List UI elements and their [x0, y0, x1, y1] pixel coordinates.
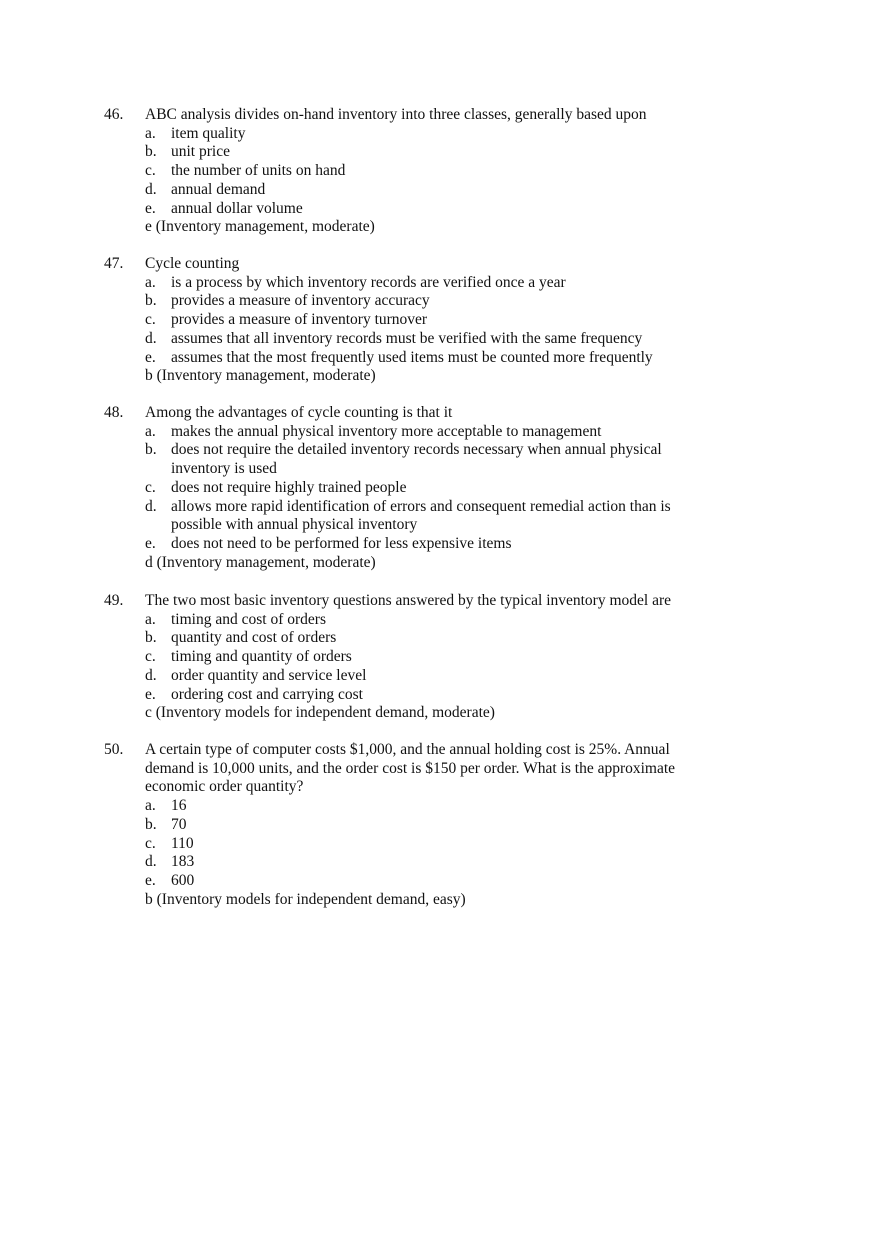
option-letter: e. [145, 871, 156, 889]
question-number: 49. [104, 592, 124, 609]
option-d [104, 330, 704, 349]
option-letter: e. [145, 199, 156, 217]
option-text: 183 [171, 853, 195, 871]
question-stem-row [104, 255, 704, 274]
option-list [104, 274, 704, 368]
option-text: 600 [171, 871, 195, 889]
option-b [104, 441, 704, 478]
option-text: order quantity and service level [171, 666, 367, 684]
option-e [104, 535, 704, 554]
option-letter: a. [145, 797, 156, 815]
option-d [104, 498, 704, 535]
option-b [104, 143, 704, 162]
option-a [104, 797, 704, 816]
option-a [104, 423, 704, 442]
answer-key: e (Inventory management, moderate) [145, 218, 375, 236]
option-c [104, 479, 704, 498]
option-a [104, 125, 704, 144]
option-a [104, 274, 704, 293]
option-text: unit price [171, 143, 230, 161]
option-d [104, 181, 704, 200]
option-letter: e. [145, 348, 156, 366]
option-c [104, 648, 704, 667]
option-letter: a. [145, 124, 156, 142]
option-text: 70 [171, 815, 187, 833]
question-stem-row [104, 106, 704, 125]
option-text: item quality [171, 124, 246, 142]
option-e [104, 200, 704, 219]
option-b [104, 816, 704, 835]
question-stem-row [104, 404, 704, 423]
option-letter: e. [145, 685, 156, 703]
question-number: 47. [104, 255, 124, 272]
option-letter: b. [145, 292, 157, 310]
option-letter: c. [145, 162, 156, 180]
option-letter: a. [145, 610, 156, 628]
option-letter: b. [145, 441, 157, 459]
option-letter: b. [145, 815, 157, 833]
option-text: does not need to be performed for less expensive items [171, 534, 512, 552]
option-letter: a. [145, 422, 156, 440]
question-stem: The two most basic inventory questions answered by the typical inventory model are [145, 592, 672, 609]
option-b [104, 292, 704, 311]
question-stem: Among the advantages of cycle counting is that it [145, 404, 453, 421]
option-list [104, 611, 704, 705]
option-e [104, 686, 704, 705]
question-47 [104, 255, 704, 386]
option-e [104, 349, 704, 368]
question-stem: A certain type of computer costs $1,000, and the annual holding cost is 25%. Annual demand is 10,000 units, and the order cost is $150 per order. What is the approximate economic order quantity? [145, 741, 676, 796]
option-d [104, 667, 704, 686]
option-text: does not require highly trained people [171, 478, 407, 496]
option-text: assumes that the most frequently used items must be counted more frequently [171, 348, 653, 366]
option-letter: b. [145, 629, 157, 647]
option-text: annual demand [171, 180, 266, 198]
option-letter: b. [145, 143, 157, 161]
option-text: the number of units on hand [171, 162, 346, 180]
question-46 [104, 106, 704, 237]
option-c [104, 162, 704, 181]
option-letter: a. [145, 273, 156, 291]
answer-key: d (Inventory management, moderate) [145, 553, 376, 571]
option-text: 16 [171, 797, 187, 815]
question-50 [104, 741, 704, 909]
option-text: annual dollar volume [171, 199, 303, 217]
question-number: 50. [104, 741, 124, 758]
option-e [104, 872, 704, 891]
option-text: quantity and cost of orders [171, 629, 337, 647]
option-c [104, 835, 704, 854]
option-letter: d. [145, 329, 157, 347]
option-letter: d. [145, 853, 157, 871]
question-stem-row [104, 741, 704, 797]
question-number: 48. [104, 404, 124, 421]
option-letter: d. [145, 666, 157, 684]
question-49 [104, 592, 704, 723]
option-letter: c. [145, 311, 156, 329]
answer-key: b (Inventory management, moderate) [145, 367, 376, 385]
option-text: allows more rapid identification of errors and consequent remedial action than is possible with annual physical inventory [171, 497, 671, 534]
option-letter: e. [145, 534, 156, 552]
option-text: ordering cost and carrying cost [171, 685, 363, 703]
option-text: timing and cost of orders [171, 610, 326, 628]
option-letter: c. [145, 648, 156, 666]
option-text: provides a measure of inventory accuracy [171, 292, 430, 310]
option-text: provides a measure of inventory turnover [171, 311, 428, 329]
answer-key: b (Inventory models for independent demand, easy) [145, 890, 466, 908]
question-48 [104, 404, 704, 572]
option-text: is a process by which inventory records are verified once a year [171, 273, 566, 291]
option-a [104, 611, 704, 630]
option-list [104, 423, 704, 554]
option-text: 110 [171, 834, 194, 852]
option-letter: d. [145, 180, 157, 198]
option-text: does not require the detailed inventory records necessary when annual physical inventory is used [171, 441, 662, 478]
option-text: timing and quantity of orders [171, 648, 352, 666]
option-list [104, 125, 704, 219]
answer-key: c (Inventory models for independent demand, moderate) [145, 704, 495, 722]
option-list [104, 797, 704, 891]
option-letter: d. [145, 497, 157, 515]
option-text: makes the annual physical inventory more acceptable to management [171, 422, 602, 440]
option-letter: c. [145, 478, 156, 496]
question-number: 46. [104, 106, 124, 123]
option-letter: c. [145, 834, 156, 852]
option-text: assumes that all inventory records must be verified with the same frequency [171, 329, 643, 347]
option-c [104, 311, 704, 330]
option-d [104, 853, 704, 872]
question-stem: ABC analysis divides on-hand inventory into three classes, generally based upon [145, 106, 647, 123]
question-stem: Cycle counting [145, 255, 240, 272]
option-b [104, 629, 704, 648]
question-stem-row [104, 592, 704, 611]
